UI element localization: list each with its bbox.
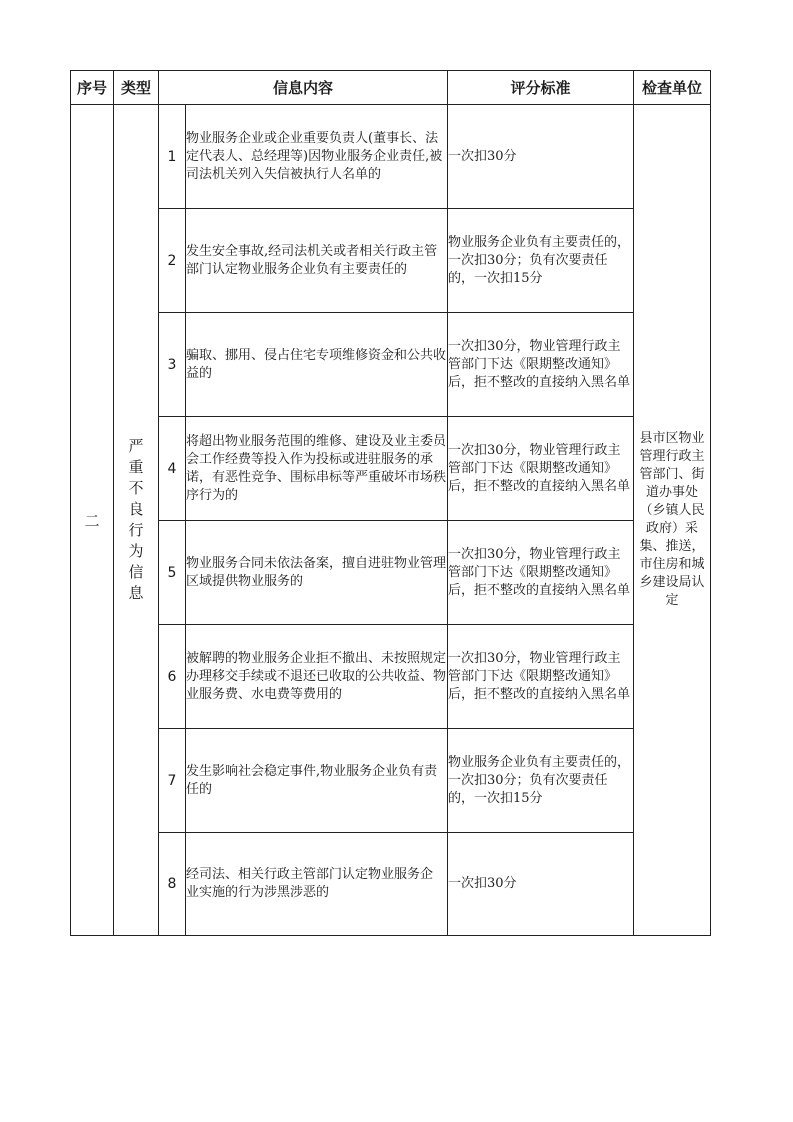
table-row — [71, 729, 711, 833]
row-content: 被解聘的物业服务企业拒不撤出、未按照规定办理移交手续或不退还已收取的公共收益、物业服务费、水电费等费用的 — [186, 625, 448, 729]
header-type: 类型 — [114, 71, 159, 105]
header-standard: 评分标准 — [448, 71, 634, 105]
row-number: 5 — [159, 521, 186, 625]
header-seq: 序号 — [71, 71, 114, 105]
row-content: 骗取、挪用、侵占住宅专项维修资金和公共收益的 — [186, 313, 448, 417]
row-content: 物业服务企业或企业重要负责人(董事长、法定代表人、总经理等)因物业服务企业责任,被司法机关列入失信被执行人名单的 — [186, 105, 448, 209]
row-number: 2 — [159, 209, 186, 313]
header-unit: 检查单位 — [634, 71, 711, 105]
header-row — [71, 71, 711, 105]
row-standard: 一次扣30分，物业管理行政主管部门下达《限期整改通知》后，拒不整改的直接纳入黑名单 — [448, 417, 634, 521]
row-standard: 一次扣30分 — [448, 105, 634, 209]
table-row — [71, 313, 711, 417]
row-standard: 一次扣30分，物业管理行政主管部门下达《限期整改通知》后，拒不整改的直接纳入黑名单 — [448, 625, 634, 729]
row-standard: 物业服务企业负有主要责任的，一次扣30分；负有次要责任的，一次扣15分 — [448, 729, 634, 833]
group-type-cell — [114, 105, 159, 936]
table-row — [71, 833, 711, 936]
row-number: 3 — [159, 313, 186, 417]
table-row — [71, 521, 711, 625]
group-unit-cell: 县市区物业管理行政主管部门、街道办事处（乡镇人民政府）采集、推送，市住房和城乡建设局认定 — [634, 105, 711, 936]
group-type-label: 严重不良行为信息 — [128, 437, 144, 602]
row-content: 发生安全事故,经司法机关或者相关行政主管部门认定物业服务企业负有主要责任的 — [186, 209, 448, 313]
row-content: 发生影响社会稳定事件,物业服务企业负有责任的 — [186, 729, 448, 833]
row-standard: 一次扣30分，物业管理行政主管部门下达《限期整改通知》后，拒不整改的直接纳入黑名单 — [448, 313, 634, 417]
row-content: 物业服务合同未依法备案，擅自进驻物业管理区域提供物业服务的 — [186, 521, 448, 625]
row-standard: 一次扣30分 — [448, 833, 634, 936]
table-row — [71, 417, 711, 521]
group-seq-cell: 二 — [71, 105, 114, 936]
row-content: 经司法、相关行政主管部门认定物业服务企 业实施的行为涉黑涉恶的 — [186, 833, 448, 936]
table-row — [71, 209, 711, 313]
row-number: 1 — [159, 105, 186, 209]
credit-table — [70, 70, 711, 936]
row-number: 6 — [159, 625, 186, 729]
row-number: 7 — [159, 729, 186, 833]
row-standard: 一次扣30分，物业管理行政主管部门下达《限期整改通知》后，拒不整改的直接纳入黑名单 — [448, 521, 634, 625]
row-standard: 物业服务企业负有主要责任的，一次扣30分；负有次要责任的，一次扣15分 — [448, 209, 634, 313]
row-number: 8 — [159, 833, 186, 936]
table-row — [71, 105, 711, 209]
table-row — [71, 625, 711, 729]
row-number: 4 — [159, 417, 186, 521]
header-content: 信息内容 — [159, 71, 448, 105]
row-content: 将超出物业服务范围的维修、建设及业主委员会工作经费等投入作为投标或进驻服务的承诺，有恶性竞争、围标串标等严重破坏市场秩序行为的 — [186, 417, 448, 521]
